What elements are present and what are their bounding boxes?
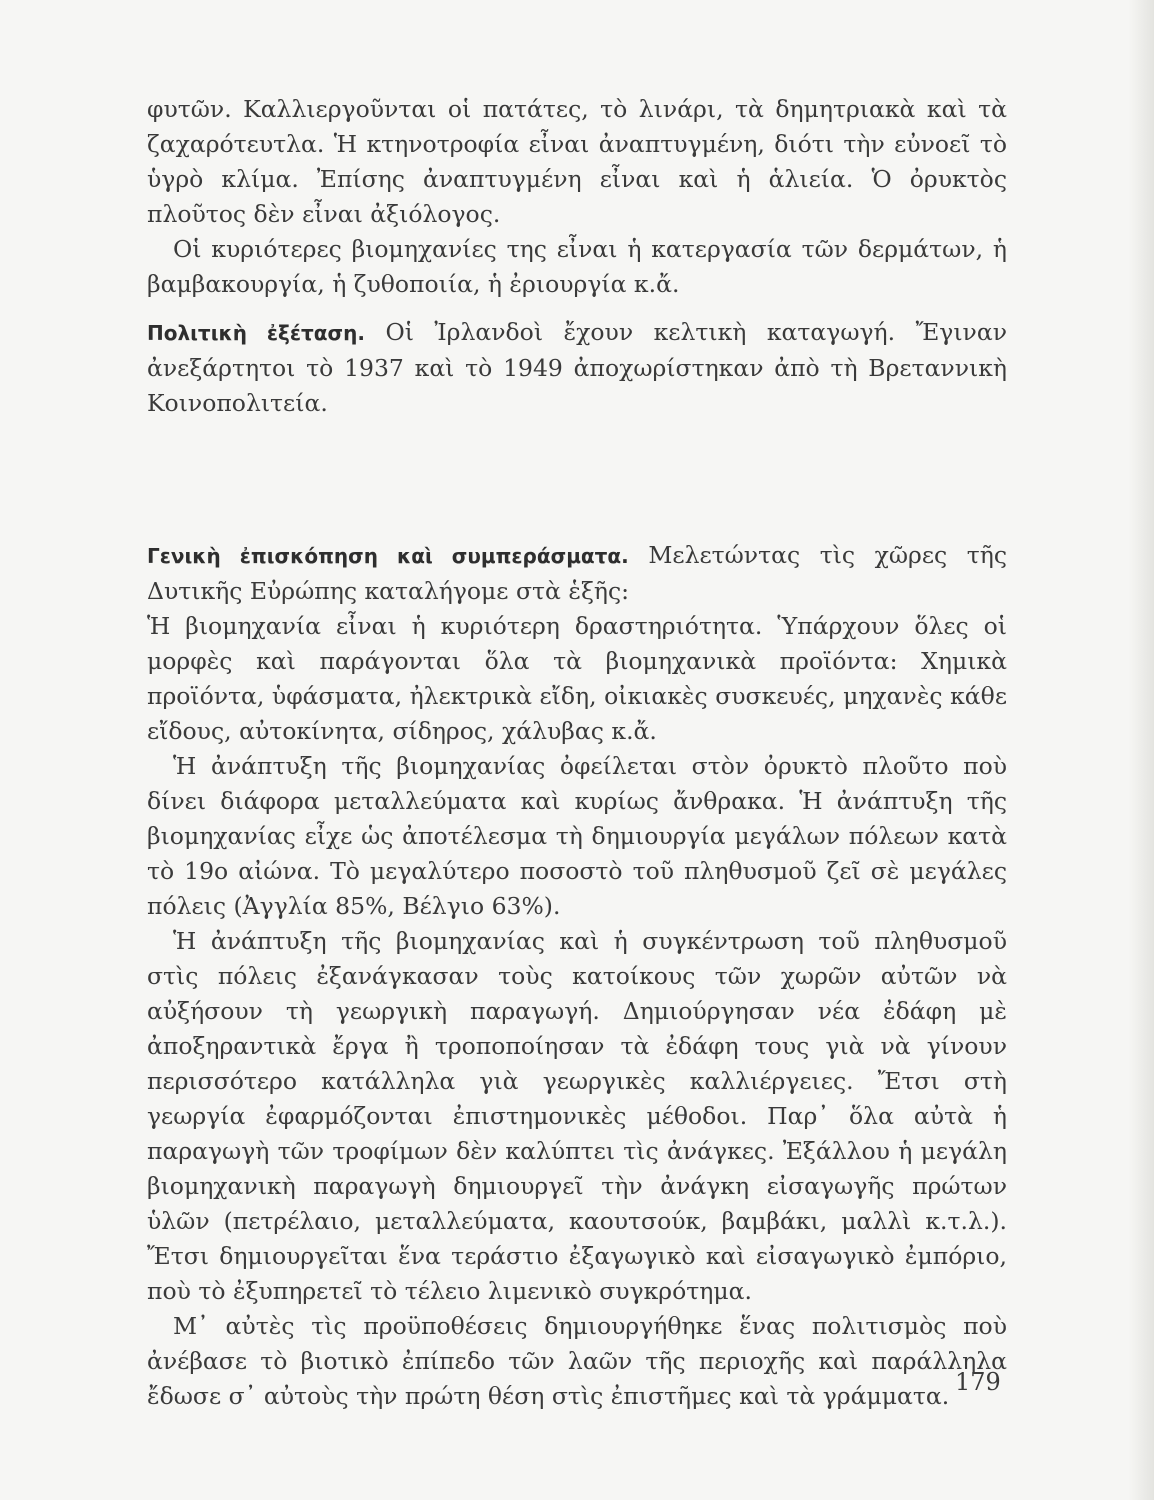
political-body: Οἱ Ἰρλανδοὶ ἔχουν κελτικὴ καταγωγή. Ἔγιναν ἀνεξάρτητοι τὸ 1937 καὶ τὸ 1949 ἀποχωρίστηκαν ἀπὸ τὴ Βρεταννικὴ Κοινοπολιτεία. <box>147 318 1007 417</box>
section-political-review <box>147 315 1007 421</box>
page-edge-shadow <box>1128 0 1154 1500</box>
paragraph-civilization: Μ᾽ αὐτὲς τὶς προϋποθέσεις δημιουργήθηκε ἕνας πολιτισμὸς ποὺ ἀνέβασε τὸ βιοτικὸ ἐπίπεδο τῶν λαῶν τῆς περιοχῆς καὶ παράλληλα ἔδωσε σ᾽ αὐτοὺς τὴν πρώτη θέση στὶς ἐπιστῆμες καὶ τὰ γράμματα. <box>147 1312 1007 1410</box>
page-number: 179 <box>955 1368 1001 1396</box>
paragraph-industry-main: Ἡ βιομηχανία εἶναι ἡ κυριότερη δραστηριότητα. Ὑπάρχουν ὅλες οἱ μορφὲς καὶ παράγονται ὅλα τὰ βιομηχανικὰ προϊόντα: Χημικὰ προϊόντα, ὑφάσματα, ἠλεκτρικὰ εἴδη, οἰκιακὲς συσκευές, μηχανὲς κάθε εἴδους, αὐτοκίνητα, σίδηρος, χάλυβας κ.ἄ. <box>147 612 1007 745</box>
paragraph-agriculture-trade: Ἡ ἀνάπτυξη τῆς βιομηχανίας καὶ ἡ συγκέντρωση τοῦ πληθυσμοῦ στὶς πόλεις ἐξανάγκασαν τοὺς κατοίκους τῶν χωρῶν αὐτῶν νὰ αὐξήσουν τὴ γεωργικὴ παραγωγή. Δημιούργησαν νέα ἐδάφη μὲ ἀποξηραντικὰ ἔργα ἢ τροποποίησαν τὰ ἐδάφη τους γιὰ νὰ γίνουν περισσότερο κατάλληλα γιὰ γεωργικὲς καλλιέργειες. Ἔτσι στὴ γεωργία ἐφαρμόζονται ἐπιστημονικὲς μέθοδοι. Παρ᾽ ὅλα αὐτὰ ἡ παραγωγὴ τῶν τροφίμων δὲν καλύπτει τὶς ἀνάγκες. Ἐξάλλου ἡ μεγάλη βιομηχανικὴ παραγωγὴ δημιουργεῖ τὴν ἀνάγκη εἰσαγωγῆς πρώτων ὑλῶν (πετρέλαιο, μεταλλεύματα, καουτσούκ, βαμβάκι, μαλλὶ κ.τ.λ.). Ἔτσι δημιουργεῖται ἕνα τεράστιο ἐξαγωγικὸ καὶ εἰσαγωγικὸ ἐμπόριο, ποὺ τὸ ἐξυπηρετεῖ τὸ τέλειο λιμενικὸ συγκρότημα. <box>147 927 1007 1305</box>
paragraph-industry-development: Ἡ ἀνάπτυξη τῆς βιομηχανίας ὀφείλεται στὸν ὀρυκτὸ πλοῦτο ποὺ δίνει διάφορα μεταλλεύματα καὶ κυρίως ἄνθρακα. Ἡ ἀνάπτυξη τῆς βιομηχανίας εἶχε ὡς ἀποτέλεσμα τὴ δημιουργία μεγάλων πόλεων κατὰ τὸ 19ο αἰώνα. Τὸ μεγαλύτερο ποσοστὸ τοῦ πληθυσμοῦ ζεῖ σὲ μεγάλες πόλεις (Ἀγγλία 85%, Βέλγιο 63%). <box>147 752 1007 920</box>
paragraph-political <box>147 315 1007 421</box>
paragraph-agriculture: φυτῶν. Καλλιεργοῦνται οἱ πατάτες, τὸ λινάρι, τὰ δημητριακὰ καὶ τὰ ζαχαρότευτλα. Ἡ κτηνοτροφία εἶναι ἀναπτυγμένη, διότι τὴν εὐνοεῖ τὸ ὑγρὸ κλίμα. Ἐπίσης ἀναπτυγμένη εἶναι καὶ ἡ ἁλιεία. Ὁ ὀρυκτὸς πλοῦτος δὲν εἶναι ἀξιόλογος. <box>147 95 1007 228</box>
section-agriculture-industry <box>147 92 1007 302</box>
paragraph-industries: Οἱ κυριότερες βιομηχανίες της εἶναι ἡ κατεργασία τῶν δερμάτων, ἡ βαμβακουργία, ἡ ζυθοποιία, ἡ ἐριουργία κ.ἄ. <box>147 235 1007 298</box>
political-heading: Πολιτικὴ ἐξέταση. <box>147 321 365 345</box>
overview-heading: Γενικὴ ἐπισκόπηση καὶ συμπεράσματα. <box>147 544 629 568</box>
section-general-overview <box>147 538 1007 1414</box>
paragraph-overview-intro <box>147 538 1007 609</box>
overview-intro: Μελετώντας τὶς χῶρες τῆς Δυτικῆς Εὐρώπης καταλήγομε στὰ ἑξῆς: <box>147 541 1007 605</box>
